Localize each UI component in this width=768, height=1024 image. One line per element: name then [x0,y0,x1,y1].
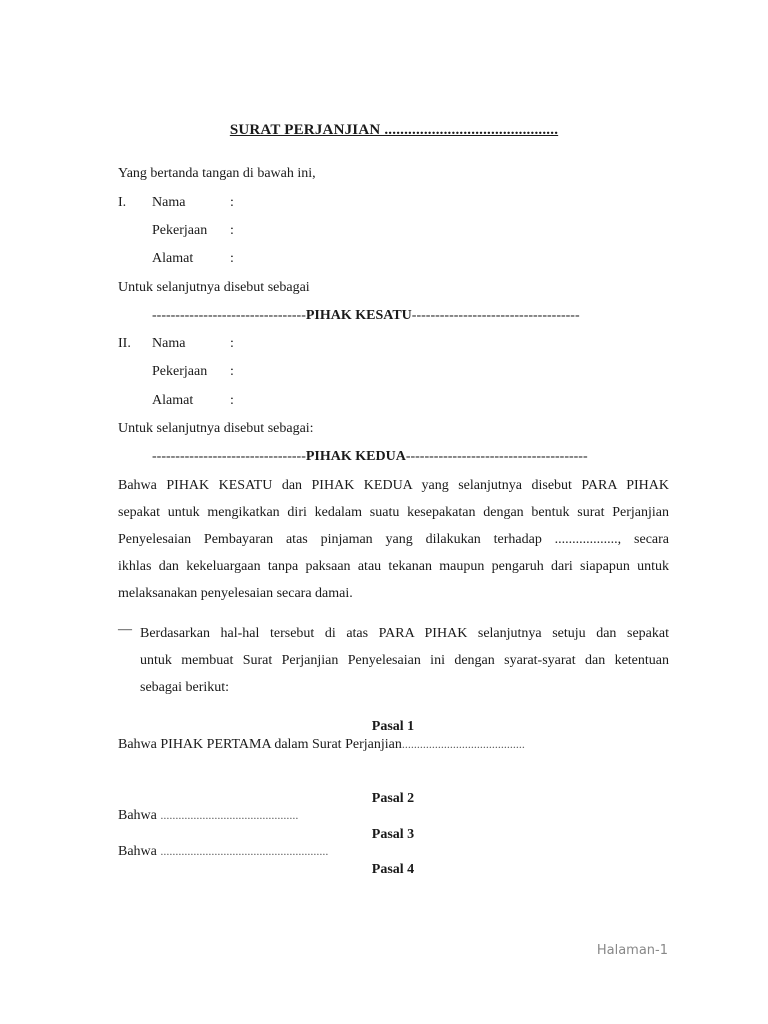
party2-address-label: Alamat [152,393,194,408]
bullet-line: untuk membuat Surat Perjanjian Penyelesaian ini dengan syarat-syarat dan ketentuan [140,653,669,668]
party1-divider-left: --------------------------------- [152,308,306,323]
party2-numeral: II. [118,336,131,351]
party1-address-label: Alamat [152,251,194,266]
pasal-2-dots: .............................................. [160,808,299,822]
document-title: SURAT PERJANJIAN ............................................ [229,122,559,138]
party1-divider-right: ------------------------------------ [411,308,580,323]
body-line: sepakat untuk mengikatkan diri kedalam suatu kesepakatan dengan bentuk surat Perjanjian [118,505,669,520]
pasal-2-heading: Pasal 2 [371,791,415,806]
pasal-3-dots: ........................................................ [160,844,329,858]
body-paragraph [118,472,669,607]
party1-job-label: Pekerjaan [152,223,208,238]
party1-job-colon: : [230,223,234,238]
party1-referred-line: Untuk selanjutnya disebut sebagai [118,280,310,295]
bullet-line: sebagai berikut: [140,680,230,695]
party2-divider-name: PIHAK KEDUA [305,449,406,464]
party2-name-colon: : [230,336,234,351]
bullet-line: Berdasarkan hal-hal tersebut di atas PARA PIHAK selanjutnya setuju dan sepakat [140,626,669,641]
pasal-2-text [118,808,298,824]
party1-divider-name: PIHAK KESATU [305,308,412,323]
body-line: Penyelesaian Pembayaran atas pinjaman yang dilakukan terhadap .................., secara [118,532,669,547]
bullet-paragraph [140,620,669,701]
party2-referred-line: Untuk selanjutnya disebut sebagai: [118,421,314,436]
intro-line: Yang bertanda tangan di bawah ini, [118,166,316,181]
party2-address-colon: : [230,393,234,408]
pasal-4-heading: Pasal 4 [371,862,415,877]
pasal-1-text [118,737,525,753]
pasal-1-text-body: Bahwa PIHAK PERTAMA dalam Surat Perjanjian [118,737,402,752]
party2-job-label: Pekerjaan [152,364,208,379]
party2-name-label: Nama [152,336,186,351]
body-line: Bahwa PIHAK KESATU dan PIHAK KEDUA yang selanjutnya disebut PARA PIHAK [118,478,669,493]
body-line: melaksanakan penyelesaian secara damai. [118,586,353,601]
party2-divider-right: --------------------------------------- [405,449,588,464]
pasal-2-text-body: Bahwa [118,808,161,823]
pasal-3-text [118,844,328,860]
party1-numeral: I. [118,195,127,210]
body-line: ikhlas dan kekeluargaan tanpa paksaan atau tekanan maupun pengaruh dari siapapun untuk [118,559,669,574]
party2-divider [152,449,588,465]
party1-name-label: Nama [152,195,186,210]
page-number-footer: Halaman-1 [596,943,668,958]
party2-divider-left: --------------------------------- [152,449,306,464]
party1-name-colon: : [230,195,234,210]
party1-address-colon: : [230,251,234,266]
bullet-dash: — [118,622,132,637]
pasal-3-heading: Pasal 3 [371,827,415,842]
pasal-3-text-body: Bahwa [118,844,161,859]
party2-job-colon: : [230,364,234,379]
pasal-1-dots: ......................................... [401,737,525,751]
party1-divider [152,308,580,324]
pasal-1-heading: Pasal 1 [371,719,415,734]
